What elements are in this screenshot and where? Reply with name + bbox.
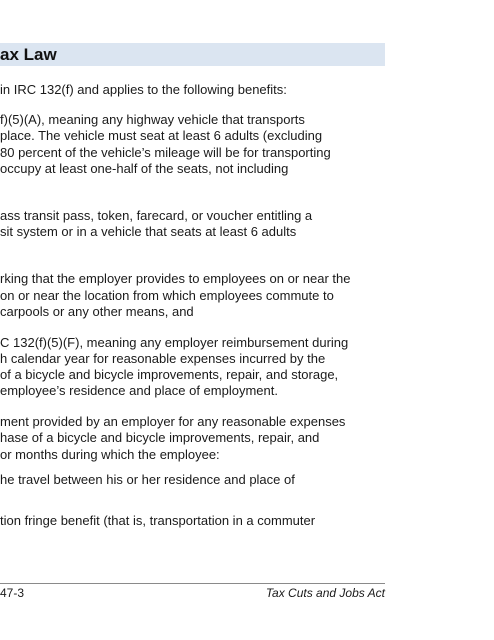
section-heading: ax Law <box>0 45 57 64</box>
item5-line-3: or months during which the employee: <box>0 447 220 462</box>
item5-line-1: ment provided by an employer for any reasonable expenses <box>0 414 346 429</box>
item4-line-2: h calendar year for reasonable expenses incurred by the <box>0 351 326 366</box>
item1-line-3: 80 percent of the vehicle’s mileage will be for transporting <box>0 145 331 160</box>
section-heading-band <box>0 43 385 66</box>
item2-line-1: ass transit pass, token, farecard, or voucher entitling a <box>0 208 313 223</box>
item3-line-3: carpools or any other means, and <box>0 304 194 319</box>
item4-line-1: C 132(f)(5)(F), meaning any employer reimbursement during <box>0 335 349 350</box>
item1-line-4: occupy at least one-half of the seats, not including <box>0 161 289 176</box>
item3-line-1: rking that the employer provides to employees on or near the <box>0 271 351 286</box>
item4-line-3: of a bicycle and bicycle improvements, repair, and storage, <box>0 367 339 382</box>
item2-line-2: sit system or in a vehicle that seats at least 6 adults <box>0 224 297 239</box>
footer-page-ref: 47-3 <box>0 586 25 600</box>
item1-line-1: f)(5)(A), meaning any highway vehicle that transports <box>0 112 305 127</box>
sub-item-2: tion fringe benefit (that is, transportation in a commuter <box>0 513 316 528</box>
intro-line: in IRC 132(f) and applies to the following benefits: <box>0 82 287 97</box>
footer-rule <box>0 583 385 584</box>
item3-line-2: on or near the location from which employees commute to <box>0 288 334 303</box>
sub-item-1: he travel between his or her residence and place of <box>0 472 295 487</box>
item4-line-4: employee’s residence and place of employment. <box>0 383 278 398</box>
item5-line-2: hase of a bicycle and bicycle improvements, repair, and <box>0 430 320 445</box>
footer-title: Tax Cuts and Jobs Act <box>265 586 385 600</box>
item1-line-2: place. The vehicle must seat at least 6 adults (excluding <box>0 128 323 143</box>
